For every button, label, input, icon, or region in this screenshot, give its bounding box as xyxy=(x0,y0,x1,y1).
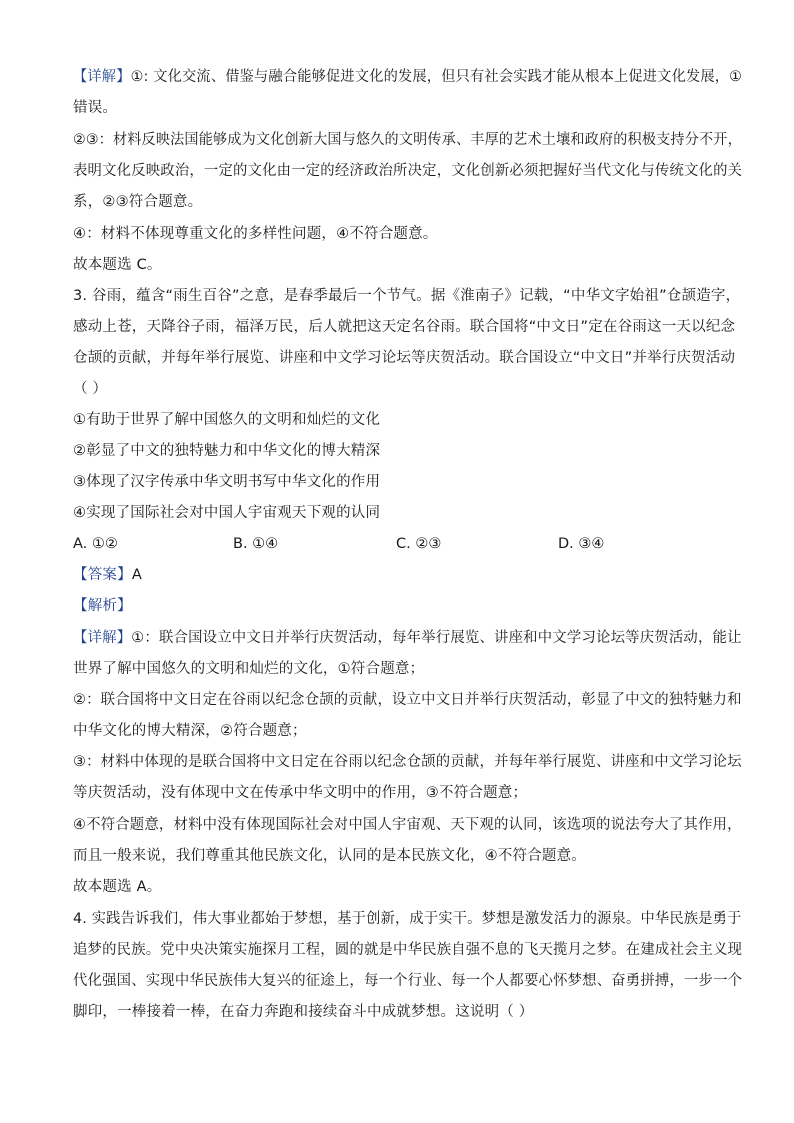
text-line xyxy=(73,815,742,835)
line-text: ②③：材料反映法国能够成为文化创新大国与悠久的文明传承、丰厚的艺术土壤和政府的积极支持分不开， xyxy=(73,132,742,148)
option-a: A. ①② xyxy=(73,536,118,552)
text-line xyxy=(73,379,107,399)
line-text: ③：材料中体现的是联合国将中文日定在谷雨以纪念仓颉的贡献，并每年举行展览、讲座和中文学习论坛 xyxy=(73,754,742,770)
text-line xyxy=(73,659,424,679)
text-line xyxy=(73,877,161,897)
statement-line xyxy=(73,410,380,430)
line-text: ④不符合题意，材料中没有体现国际社会对中国人宇宙观、天下观的认同，该选项的说法夸大了其作用， xyxy=(73,817,742,833)
text-line xyxy=(73,752,742,772)
line-text: ①：联合国设立中文日并举行庆贺活动，每年举行展览、讲座和中文学习论坛等庆贺活动，能让 xyxy=(131,630,742,646)
statement-line xyxy=(73,472,380,492)
text-line xyxy=(73,846,586,866)
line-text: 追梦的民族。党中央决策实施探月工程，圆的就是中华民族自强不息的飞天揽月之梦。在建成社会主义现 xyxy=(73,942,743,958)
text-line xyxy=(73,161,742,181)
text-line xyxy=(73,971,742,991)
statement-line xyxy=(73,503,380,523)
line-text: 仓颉的贡献，并每年举行展览、讲座和中文学习论坛等庆贺活动。联合国设立“中文日”并举行庆贺活动 xyxy=(73,350,736,366)
text-line xyxy=(73,130,742,150)
line-text: 错误。 xyxy=(73,100,118,116)
text-line xyxy=(73,224,438,244)
line-text: 而且一般来说，我们尊重其他民族文化，认同的是本民族文化，④不符合题意。 xyxy=(73,848,586,864)
line-text: 故本题选 C。 xyxy=(73,257,162,273)
text-line xyxy=(73,721,307,741)
line-text: ④：材料不体现尊重文化的多样性问题，④不符合题意。 xyxy=(73,226,438,242)
section-tag: 【答案】 xyxy=(73,567,132,583)
line-text: 故本题选 A。 xyxy=(73,879,162,895)
analysis-line xyxy=(73,596,132,616)
statement-line xyxy=(73,441,380,461)
line-text: 4. 实践告诉我们，伟大事业都始于梦想，基于创新，成于实干。梦想是激发活力的源泉。中华民族是勇于 xyxy=(73,911,742,927)
text-line xyxy=(73,317,735,337)
line-text: 系，②③符合题意。 xyxy=(73,194,203,210)
section-tag: 【详解】 xyxy=(73,69,131,85)
line-text: 表明文化反映政治，一定的文化由一定的经济政治所决定，文化创新必须把握好当代文化与传统文化的关 xyxy=(73,163,743,179)
text-line xyxy=(73,98,117,118)
line-text: A xyxy=(131,567,142,583)
text-line xyxy=(73,628,742,648)
text-line xyxy=(73,192,202,212)
text-line xyxy=(73,940,742,960)
line-text: ①有助于世界了解中国悠久的文明和灿烂的文化 xyxy=(73,412,381,428)
text-line xyxy=(73,348,735,368)
line-text: （ ） xyxy=(73,381,108,397)
option-b: B. ①④ xyxy=(233,536,279,552)
line-text: 脚印，一棒接着一棒，在奋力奔跑和接续奋斗中成就梦想。这说明（ ） xyxy=(73,1004,534,1020)
line-text: ④实现了国际社会对中国人宇宙观天下观的认同 xyxy=(73,505,381,521)
line-text: ②：联合国将中文日定在谷雨以纪念仓颉的贡献，设立中文日并举行庆贺活动，彰显了中文的独特魅力和 xyxy=(73,692,742,708)
line-text: ①: 文化交流、借鉴与融合能够促进文化的发展，但只有社会实践才能从根本上促进文化发展，① xyxy=(130,69,743,85)
text-line xyxy=(73,690,742,710)
text-line xyxy=(73,255,162,275)
section-tag: 【详解】 xyxy=(73,630,132,646)
option-d: D. ③④ xyxy=(558,536,605,552)
question-3-line xyxy=(73,286,740,306)
option-c: C. ②③ xyxy=(396,536,442,552)
text-line xyxy=(73,783,527,803)
line-text: ②彰显了中文的独特魅力和中华文化的博大精深 xyxy=(73,443,381,459)
line-text: 等庆贺活动，没有体现中文在传承中华文明中的作用，③不符合题意； xyxy=(73,785,528,801)
line-text: 代化强国、实现中华民族伟大复兴的征途上，每一个行业、每一个人都要心怀梦想、奋勇拼搏，一步一个 xyxy=(73,973,743,989)
section-tag: 【解析】 xyxy=(73,598,132,614)
question-4-line xyxy=(73,909,742,929)
line-text: 3. 谷雨，蕴含“雨生百谷”之意，是春季最后一个节气。据《淮南子》记载，“中华文字始祖”仓颉造字， xyxy=(73,288,741,304)
line-text: ③体现了汉字传承中华文明书写中华文化的作用 xyxy=(73,474,381,490)
line-text: 感动上苍，天降谷子雨，福泽万民，后人就把这天定名谷雨。联合国将“中文日”定在谷雨这一天以纪念 xyxy=(73,319,736,335)
line-text: 世界了解中国悠久的文明和灿烂的文化，①符合题意； xyxy=(73,661,425,677)
line-text: 中华文化的博大精深，②符合题意； xyxy=(73,723,307,739)
answer-line xyxy=(73,565,142,585)
text-line xyxy=(73,1002,534,1022)
text-line xyxy=(73,67,742,87)
